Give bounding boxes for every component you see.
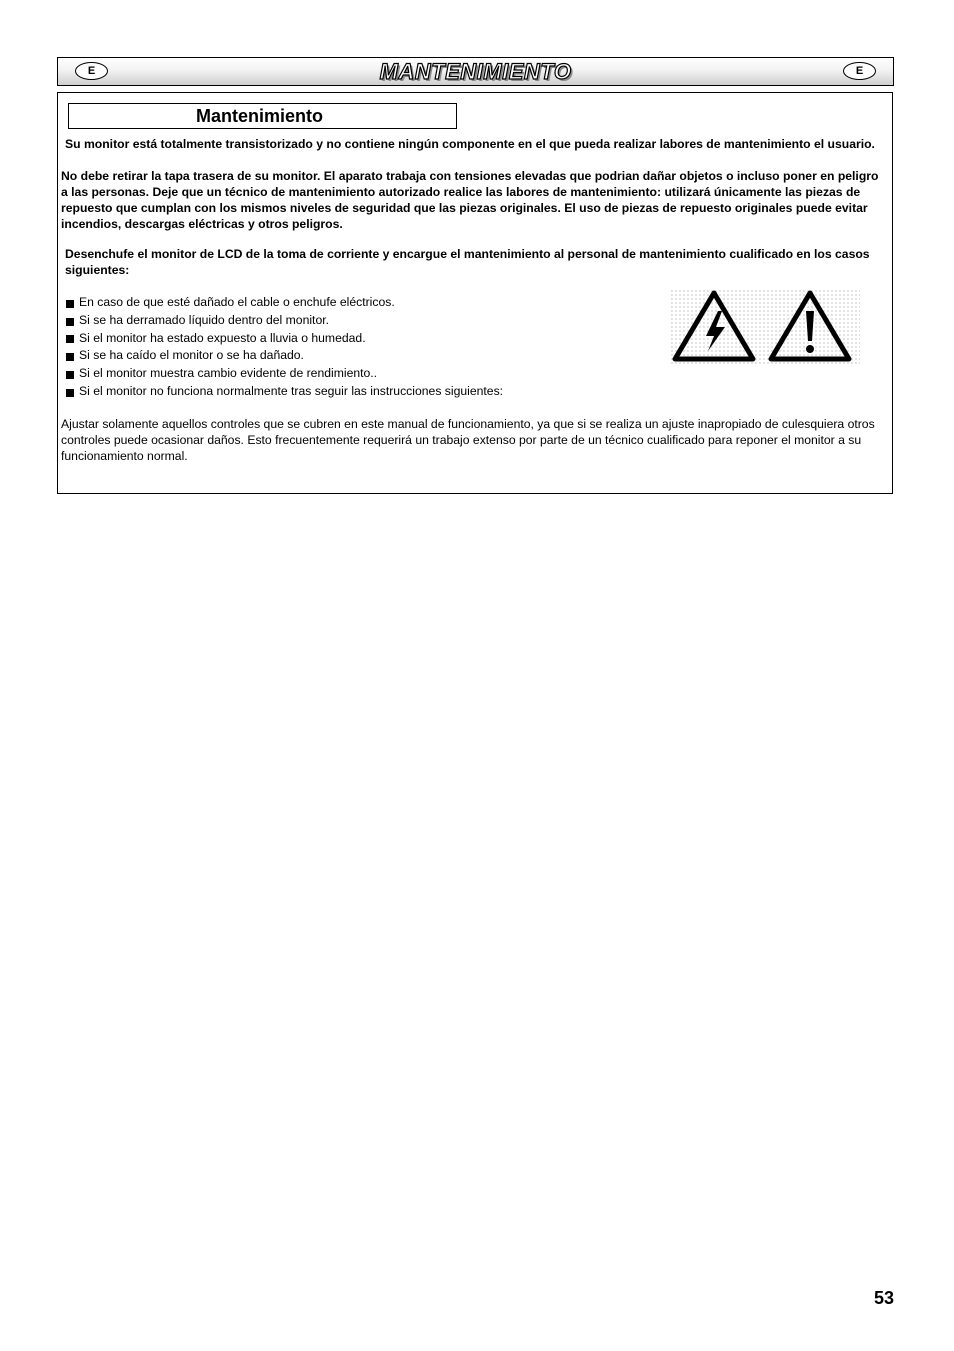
safety-paragraph: No debe retirar la tapa trasera de su monitor. El aparato trabaja con tensiones elevadas que podrian dañar objetos o incluso poner en peligro a las personas. Deje que un técnico de mantenimiento autorizado realice las labores de mantenimiento: utilizará únicamente las piezas de repuesto que cumplan con los mismos niveles de seguridad que las piezas originales. El uso de piezas de repuesto originales puede evitar incendios, descargas eléctricas y otros peligros. [61, 169, 879, 231]
conditions-list [66, 294, 503, 401]
list-item: Si el monitor no funciona normalmente tras seguir las instrucciones siguientes: [66, 383, 503, 401]
bullet-square-icon [66, 318, 74, 326]
page-number: 53 [873, 1288, 894, 1308]
list-item: Si se ha caído el monitor o se ha dañado. [66, 347, 503, 365]
list-item: Si el monitor muestra cambio evidente de rendimiento.. [66, 365, 503, 383]
general-warning-icon [771, 293, 849, 359]
list-item: En caso de que esté dañado el cable o enchufe eléctricos. [66, 294, 503, 312]
unplug-paragraph: Desenchufe el monitor de LCD de la toma de corriente y encargue el mantenimiento al personal de mantenimiento cualificado en los casos siguientes: [65, 247, 870, 277]
list-item: Si se ha derramado líquido dentro del monitor. [66, 312, 503, 330]
list-item: Si el monitor ha estado expuesto a lluvia o humedad. [66, 330, 503, 348]
bullet-square-icon [66, 371, 74, 379]
bullet-square-icon [66, 300, 74, 308]
intro-paragraph: Su monitor está totalmente transistorizado y no contiene ningún componente en el que pueda realizar labores de mantenimiento el usuario. [65, 137, 875, 151]
bullet-square-icon [66, 335, 74, 343]
section-heading: Mantenimiento [68, 103, 457, 129]
maintenance-section [57, 92, 893, 494]
language-badge-left: E [75, 62, 108, 80]
bullet-square-icon [66, 353, 74, 361]
language-badge-right: E [843, 62, 876, 80]
electric-shock-warning-icon [675, 293, 753, 359]
warning-symbols-svg [670, 289, 860, 364]
warning-symbols [670, 289, 860, 364]
page-header-bar [57, 57, 894, 86]
page-title: MANTENIMIENTO [379, 59, 572, 84]
bullet-square-icon [66, 389, 74, 397]
controls-paragraph: Ajustar solamente aquellos controles que se cubren en este manual de funcionamiento, ya que si se realiza un ajuste inapropiado de culesquiera otros controles puede ocasionar daños. Esto frecuentemente requerirá un trabajo extenso por parte de un técnico cualificado para reponer el monitor a su funcionamiento normal. [61, 417, 875, 463]
